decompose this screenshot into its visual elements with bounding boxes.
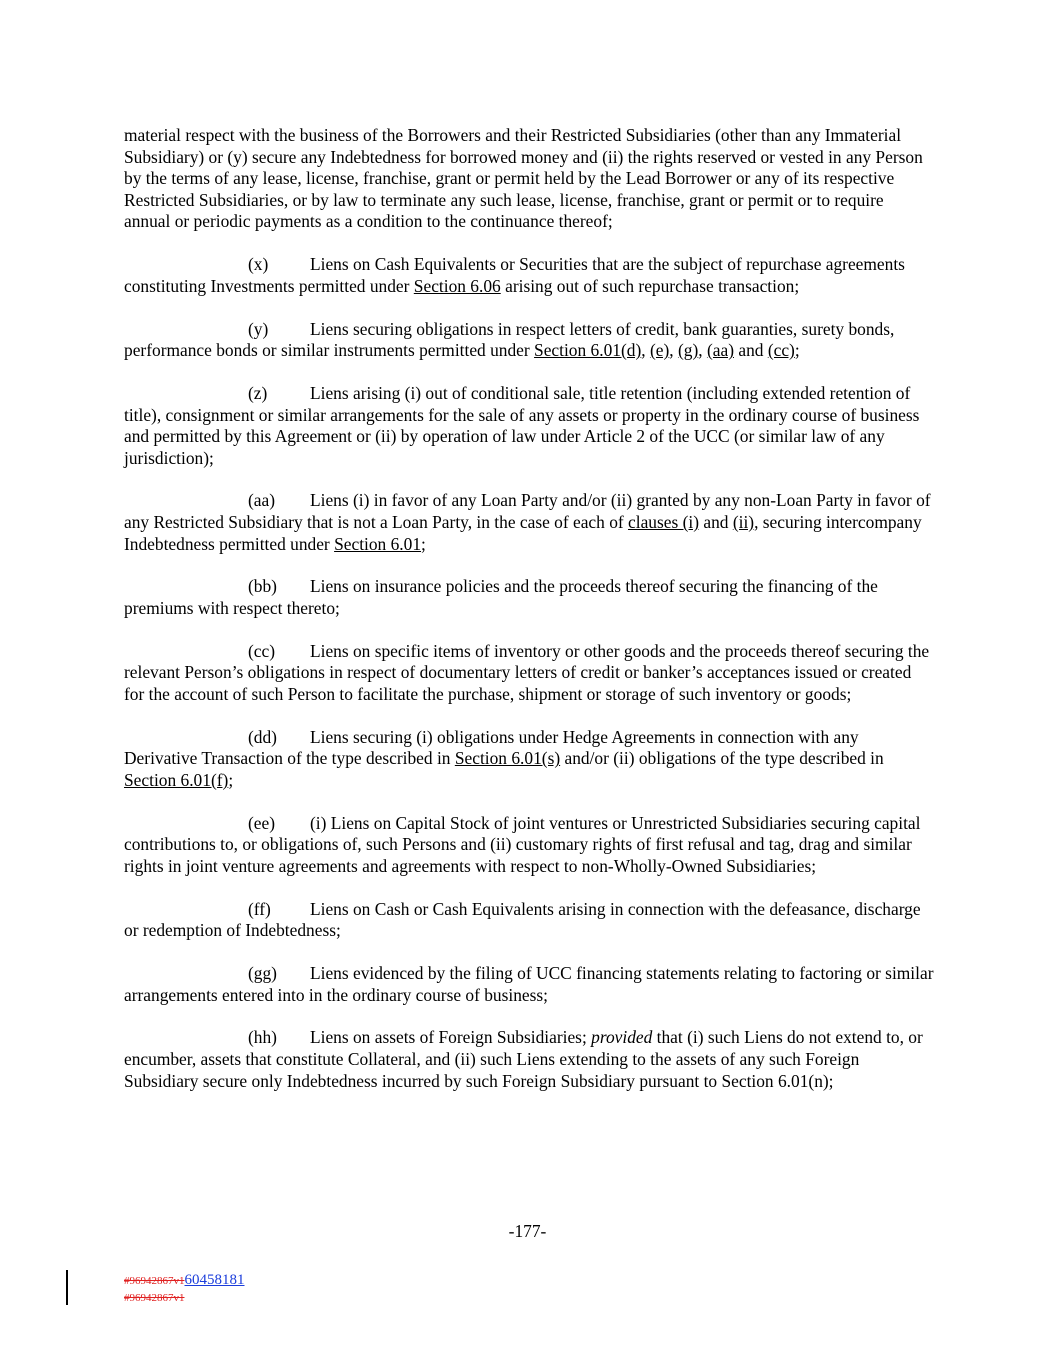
clause-label: (x) <box>248 254 269 275</box>
clause-ee <box>124 813 934 878</box>
section-reference: clauses (i) <box>628 512 700 533</box>
clause-label: (dd) <box>248 726 277 747</box>
clause-text: ; <box>421 533 426 554</box>
clause-text: ; <box>228 769 234 790</box>
clause-label: (gg) <box>248 963 277 984</box>
clause-label: (ff) <box>248 898 271 919</box>
clause-text: and/or (ii) obligations of the type described in <box>560 748 884 769</box>
section-reference: Section 6.01(d) <box>534 340 642 361</box>
section-reference: (g) <box>677 340 699 361</box>
section-reference: (ii) <box>732 512 755 533</box>
clause-text: that (i) such Liens do not extend to, or encumber, assets that constitute Collateral, and (ii) such Liens extending to the assets of any such Foreign Subsidiary secure only Indebtedness incurred by such Foreign Subsidiary pursuant to Section 6.01(n); <box>124 1027 923 1091</box>
clause-z <box>124 383 934 469</box>
clause-text: Liens securing obligations in respect letters of credit, bank guaranties, surety bonds, performance bonds or similar instruments permitted under <box>124 318 895 361</box>
page-number: -177- <box>508 1221 547 1241</box>
clause-text: Liens on Cash or Cash Equivalents arising in connection with the defeasance, discharge or redemption of Indebtedness; <box>124 898 921 941</box>
clause-ff <box>124 899 934 942</box>
section-reference: Section 6.01(s) <box>454 748 561 769</box>
clause-cc <box>124 641 934 706</box>
intro-text: material respect with the business of the Borrowers and their Restricted Subsidiaries (other than any Immaterial Subsidiary) or (y) secure any Indebtedness for borrowed money and (ii) the rights reserved or vested in any Person by the terms of any lease, license, franchise, grant or permit held by the Lead Borrower or any of its respective Restricted Subsidiaries, or by law to terminate any such lease, license, franchise, grant or permit or to require annual or periodic payments as a condition to the continuance thereof; <box>124 125 923 232</box>
clause-text: Liens securing (i) obligations under Hedge Agreements in connection with any Derivative Transaction of the type described in <box>124 726 859 769</box>
clause-label: (ee) <box>248 812 276 833</box>
revision-change-bar <box>66 1270 68 1305</box>
separator: and <box>699 512 733 533</box>
separator: , <box>698 340 707 361</box>
document-body <box>124 125 934 1113</box>
clause-text: Liens on specific items of inventory or other goods and the proceeds thereof securing the relevant Person’s obligations in respect of documentary letters of credit or banker’s acceptances issued or created for the account of such Person to facilitate the purchase, shipment or storage of such inventory or goods; <box>124 640 930 704</box>
separator: , <box>669 340 678 361</box>
inserted-doc-id: 60458181 <box>184 1272 245 1288</box>
clause-dd <box>124 727 934 792</box>
intro-paragraph <box>124 125 934 233</box>
clause-text: , securing intercompany Indebtedness permitted under <box>124 512 922 554</box>
clause-text: arising out of such repurchase transaction; <box>500 275 800 296</box>
clause-text: Liens arising (i) out of conditional sale, title retention (including extended retention of title), consignment or similar arrangements for the sale of any assets or property in the ordinary course of business and permitted by this Agreement or (ii) by operation of law under Article 2 of the UCC (or similar law of any jurisdiction); <box>124 382 920 468</box>
clause-x <box>124 254 934 297</box>
clause-bb <box>124 576 934 619</box>
clause-y <box>124 319 934 362</box>
clause-text: Liens evidenced by the filing of UCC financing statements relating to factoring or similar arrangements entered into in the ordinary course of business; <box>124 963 934 1005</box>
clause-label: (aa) <box>248 490 276 511</box>
section-reference: Section 6.06 <box>413 275 501 296</box>
deleted-doc-id: #96942867v1 <box>124 1275 185 1287</box>
clause-text: Liens on Cash Equivalents or Securities that are the subject of repurchase agreements constituting Investments permitted under <box>124 254 905 296</box>
section-reference: (e) <box>649 340 670 361</box>
separator: and <box>734 340 768 361</box>
clause-label: (y) <box>248 318 269 339</box>
deleted-doc-id-2: #96942867v1 <box>124 1292 185 1304</box>
clause-label: (z) <box>248 382 268 403</box>
clause-label: (hh) <box>248 1027 277 1048</box>
section-reference: (aa) <box>706 340 734 361</box>
clause-label: (cc) <box>248 640 276 661</box>
section-reference: (cc) <box>767 340 795 361</box>
clause-aa <box>124 490 934 555</box>
clause-label: (bb) <box>248 576 277 597</box>
clause-hh <box>124 1027 934 1092</box>
clause-text: Liens (i) in favor of any Loan Party and/or (ii) granted by any non-Loan Party in favor of any Restricted Subsidiary that is not a Loan Party, in the case of each of <box>124 490 931 533</box>
section-reference: Section 6.01(f) <box>124 769 229 790</box>
clause-text: Liens on assets of Foreign Subsidiaries; <box>310 1027 592 1048</box>
clause-text: Liens on insurance policies and the proceeds thereof securing the financing of the premiums with respect thereto; <box>124 576 878 619</box>
separator: , <box>641 340 650 361</box>
section-reference: Section 6.01 <box>334 533 422 554</box>
emphasis-provided: provided <box>591 1027 653 1048</box>
document-id-stamp <box>124 1272 245 1306</box>
clause-text: ; <box>794 340 800 361</box>
clause-gg <box>124 963 934 1006</box>
clause-text: (i) Liens on Capital Stock of joint ventures or Unrestricted Subsidiaries securing capital contributions to, or obligations of, such Persons and (ii) customary rights of first refusal and tag, drag and similar rights in joint venture agreements and agreements with respect to non-Wholly-Owned Subsidiaries; <box>124 812 921 876</box>
